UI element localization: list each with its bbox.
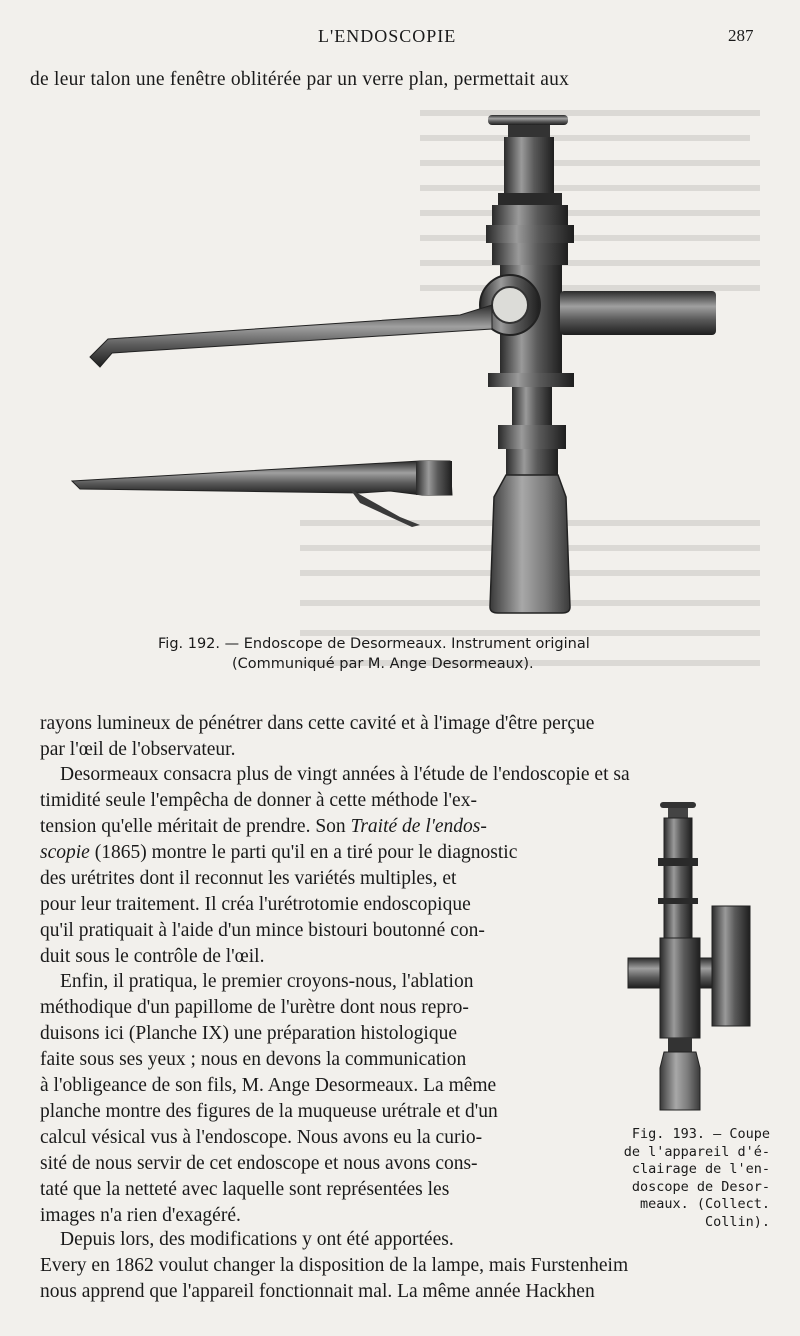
figure-192-illustration bbox=[60, 105, 750, 625]
stylet-blade bbox=[350, 489, 420, 527]
right-tube bbox=[560, 291, 716, 335]
endoscope-engraving bbox=[60, 105, 750, 625]
paragraph3-line3: duisons ici (Planche IX) une préparation histologique bbox=[40, 1023, 457, 1044]
paragraph3-line7: calcul vésical vus à l'endoscope. Nous avons eu la curio- bbox=[40, 1127, 483, 1148]
page-number: 287 bbox=[728, 26, 754, 45]
figure-192-caption-line1: Fig. 192. — Endoscope de Desormeaux. Instrument original bbox=[158, 636, 590, 652]
intro-line: de leur talon une fenêtre oblitérée par un verre plan, permettait aux bbox=[30, 69, 570, 90]
paragraph1-line2: par l'œil de l'observateur. bbox=[40, 739, 236, 760]
paragraph2-line6: pour leur traitement. Il créa l'urétrotomie endoscopique bbox=[40, 894, 471, 915]
paragraph3-line6: planche montre des figures de la muqueuse urétrale et d'un bbox=[40, 1101, 498, 1122]
figure-193-illustration bbox=[612, 798, 762, 1118]
small-speculum bbox=[72, 461, 452, 495]
paragraph2-line5: des urétrites dont il reconnut les variétés multiples, et bbox=[40, 868, 457, 889]
paragraph4-line3: nous apprend que l'appareil fonctionnait mal. La même année Hackhen bbox=[40, 1281, 595, 1302]
glass-reservoir bbox=[490, 475, 570, 613]
figure-193-caption-line2: de l'appareil d'é- bbox=[623, 1143, 770, 1160]
paragraph3-line8: sité de nous servir de cet endoscope et nous avons cons- bbox=[40, 1153, 478, 1174]
running-title: L'ENDOSCOPIE bbox=[318, 26, 457, 46]
paragraph2-line3 bbox=[40, 815, 487, 839]
paragraph3-line9: taté que la netteté avec laquelle sont représentées les bbox=[40, 1179, 450, 1200]
paragraph2-line8: duit sous le contrôle de l'œil. bbox=[40, 946, 265, 967]
paragraph2-line4 bbox=[40, 841, 517, 865]
figure-193-caption-line3: clairage de l'en- bbox=[631, 1161, 770, 1177]
paragraph2-line4-text: (1865) montre le parti qu'il en a tiré pour le diagnostic bbox=[89, 842, 518, 863]
paragraph3-line4: faite sous ses yeux ; nous en devons la communication bbox=[40, 1049, 467, 1070]
paragraph2-line2: timidité seule l'empêcha de donner à cette méthode l'ex- bbox=[40, 790, 477, 811]
figure-193-caption-line5: meaux. (Collect. bbox=[639, 1196, 770, 1212]
traite-title-italic: Traité de l'endos- bbox=[350, 816, 487, 837]
paragraph4-line2: Every en 1862 voulut changer la disposition de la lampe, mais Furstenheim bbox=[40, 1255, 629, 1276]
paragraph2-line7: qu'il pratiquait à l'aide d'un mince bistouri boutonné con- bbox=[40, 920, 485, 941]
paragraph2-line1: Desormeaux consacra plus de vingt années à l'étude de l'endoscopie et sa bbox=[60, 764, 630, 785]
paragraph3-line10: images n'a rien d'exagéré. bbox=[40, 1205, 241, 1226]
paragraph2-line3-text: tension qu'elle méritait de prendre. Son bbox=[40, 816, 351, 837]
paragraph3-line2: méthodique d'un papillome de l'urètre dont nous repro- bbox=[40, 997, 469, 1018]
figure-193-caption bbox=[614, 1126, 770, 1231]
paragraph3-line5: à l'obligeance de son fils, M. Ange Desormeaux. La même bbox=[40, 1075, 497, 1096]
figure-193-caption-line1: Fig. 193. — Coupe bbox=[631, 1126, 770, 1142]
figure-192-caption-line2: (Communiqué par M. Ange Desormeaux). bbox=[232, 656, 534, 672]
paragraph4-line1: Depuis lors, des modifications y ont été apportées. bbox=[60, 1229, 454, 1250]
paragraph3-line1: Enfin, il pratiqua, le premier croyons-nous, l'ablation bbox=[60, 971, 474, 992]
speculum-tube bbox=[90, 305, 492, 367]
chimney-cap bbox=[488, 115, 568, 125]
figure-193-caption-line4: doscope de Desor- bbox=[631, 1178, 770, 1195]
scopie-italic: scopie bbox=[40, 842, 90, 863]
lamp-apparatus-engraving bbox=[612, 798, 762, 1118]
paragraph1-line1: rayons lumineux de pénétrer dans cette cavité et à l'image d'être perçue bbox=[40, 713, 595, 734]
figure-193-caption-line6: Collin). bbox=[704, 1213, 770, 1230]
